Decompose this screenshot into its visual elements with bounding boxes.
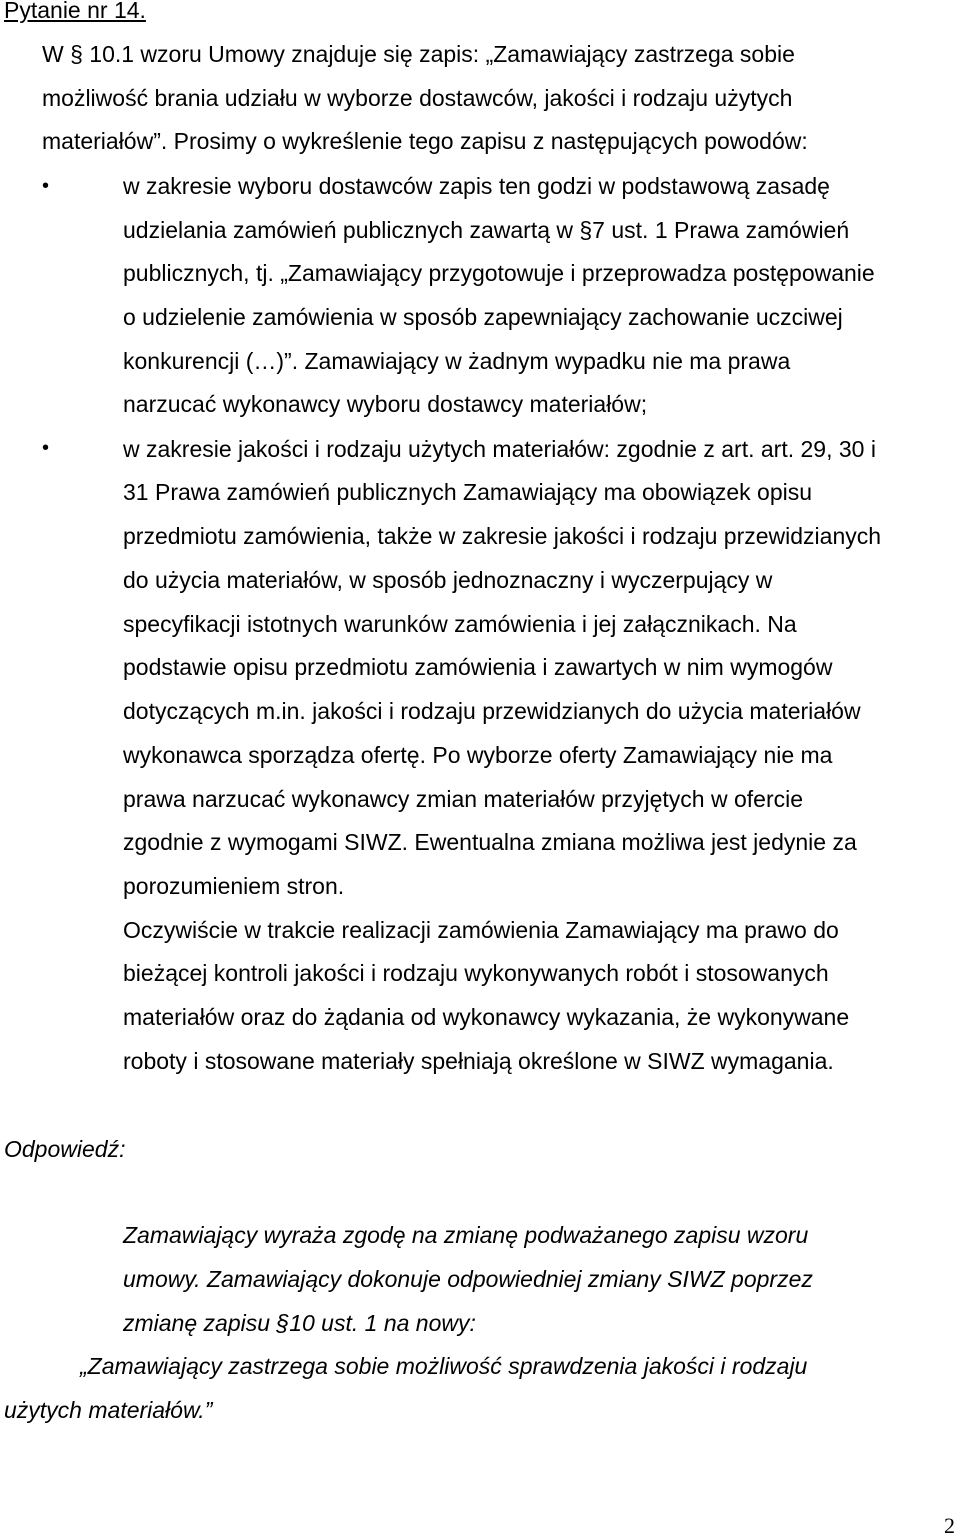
bullet-icon: • <box>42 437 50 459</box>
bullet2-line: przedmiotu zamówienia, także w zakresie jakości i rodzaju przewidzianych <box>123 523 882 549</box>
answer-title: Odpowiedź: <box>4 1136 126 1162</box>
bullet1-line: narzucać wykonawcy wyboru dostawcy materiałów; <box>123 391 648 417</box>
bullet2-line: prawa narzucać wykonawcy zmian materiałów przyjętych w ofercie <box>123 786 804 812</box>
bullet2-line: do użycia materiałów, w sposób jednoznaczny i wyczerpujący w <box>123 567 773 593</box>
bullet2-line: w zakresie jakości i rodzaju użytych materiałów: zgodnie z art. art. 29, 30 i <box>123 436 876 462</box>
answer-line: Zamawiający wyraża zgodę na zmianę podważanego zapisu wzoru <box>123 1222 809 1248</box>
intro-line: materiałów”. Prosimy o wykreślenie tego zapisu z następujących powodów: <box>42 128 808 154</box>
bullet2-line: bieżącej kontroli jakości i rodzaju wykonywanych robót i stosowanych <box>123 960 829 986</box>
answer-quote-line: użytych materiałów.” <box>4 1397 213 1423</box>
bullet-icon: • <box>42 175 50 197</box>
bullet1-line: konkurencji (…)”. Zamawiający w żadnym wypadku nie ma prawa <box>123 348 791 374</box>
bullet2-line: porozumieniem stron. <box>123 873 345 899</box>
answer-line: umowy. Zamawiający dokonuje odpowiedniej zmiany SIWZ poprzez <box>123 1266 813 1292</box>
bullet2-line: Oczywiście w trakcie realizacji zamówienia Zamawiający ma prawo do <box>123 917 839 943</box>
intro-line: W § 10.1 wzoru Umowy znajduje się zapis: „Zamawiający zastrzega sobie <box>42 41 795 67</box>
bullet2-line: materiałów oraz do żądania od wykonawcy wykazania, że wykonywane <box>123 1004 850 1030</box>
bullet2-line: dotyczących m.in. jakości i rodzaju przewidzianych do użycia materiałów <box>123 698 861 724</box>
bullet1-line: o udzielenie zamówienia w sposób zapewniający zachowanie uczciwej <box>123 304 843 330</box>
bullet1-line: udzielania zamówień publicznych zawartą w §7 ust. 1 Prawa zamówień <box>123 217 850 243</box>
bullet2-line: specyfikacji istotnych warunków zamówienia i jej załącznikach. Na <box>123 611 797 637</box>
answer-line: zmianę zapisu §10 ust. 1 na nowy: <box>123 1310 476 1336</box>
bullet2-line: zgodnie z wymogami SIWZ. Ewentualna zmiana możliwa jest jedynie za <box>123 829 857 855</box>
bullet2-line: wykonawca sporządza ofertę. Po wyborze oferty Zamawiający nie ma <box>123 742 833 768</box>
bullet2-line: podstawie opisu przedmiotu zamówienia i zawartych w nim wymogów <box>123 654 833 680</box>
intro-line: możliwość brania udziału w wyborze dostawców, jakości i rodzaju użytych <box>42 85 793 111</box>
page-number: 2 <box>944 1513 955 1538</box>
answer-quote-line: „Zamawiający zastrzega sobie możliwość sprawdzenia jakości i rodzaju <box>80 1353 808 1379</box>
bullet1-line: w zakresie wyboru dostawców zapis ten godzi w podstawową zasadę <box>123 173 830 199</box>
bullet2-line: 31 Prawa zamówień publicznych Zamawiający ma obowiązek opisu <box>123 479 813 505</box>
bullet2-line: roboty i stosowane materiały spełniają określone w SIWZ wymagania. <box>123 1048 834 1074</box>
bullet1-line: publicznych, tj. „Zamawiający przygotowuje i przeprowadza postępowanie <box>123 260 875 286</box>
question-title: Pytanie nr 14. <box>4 0 146 23</box>
